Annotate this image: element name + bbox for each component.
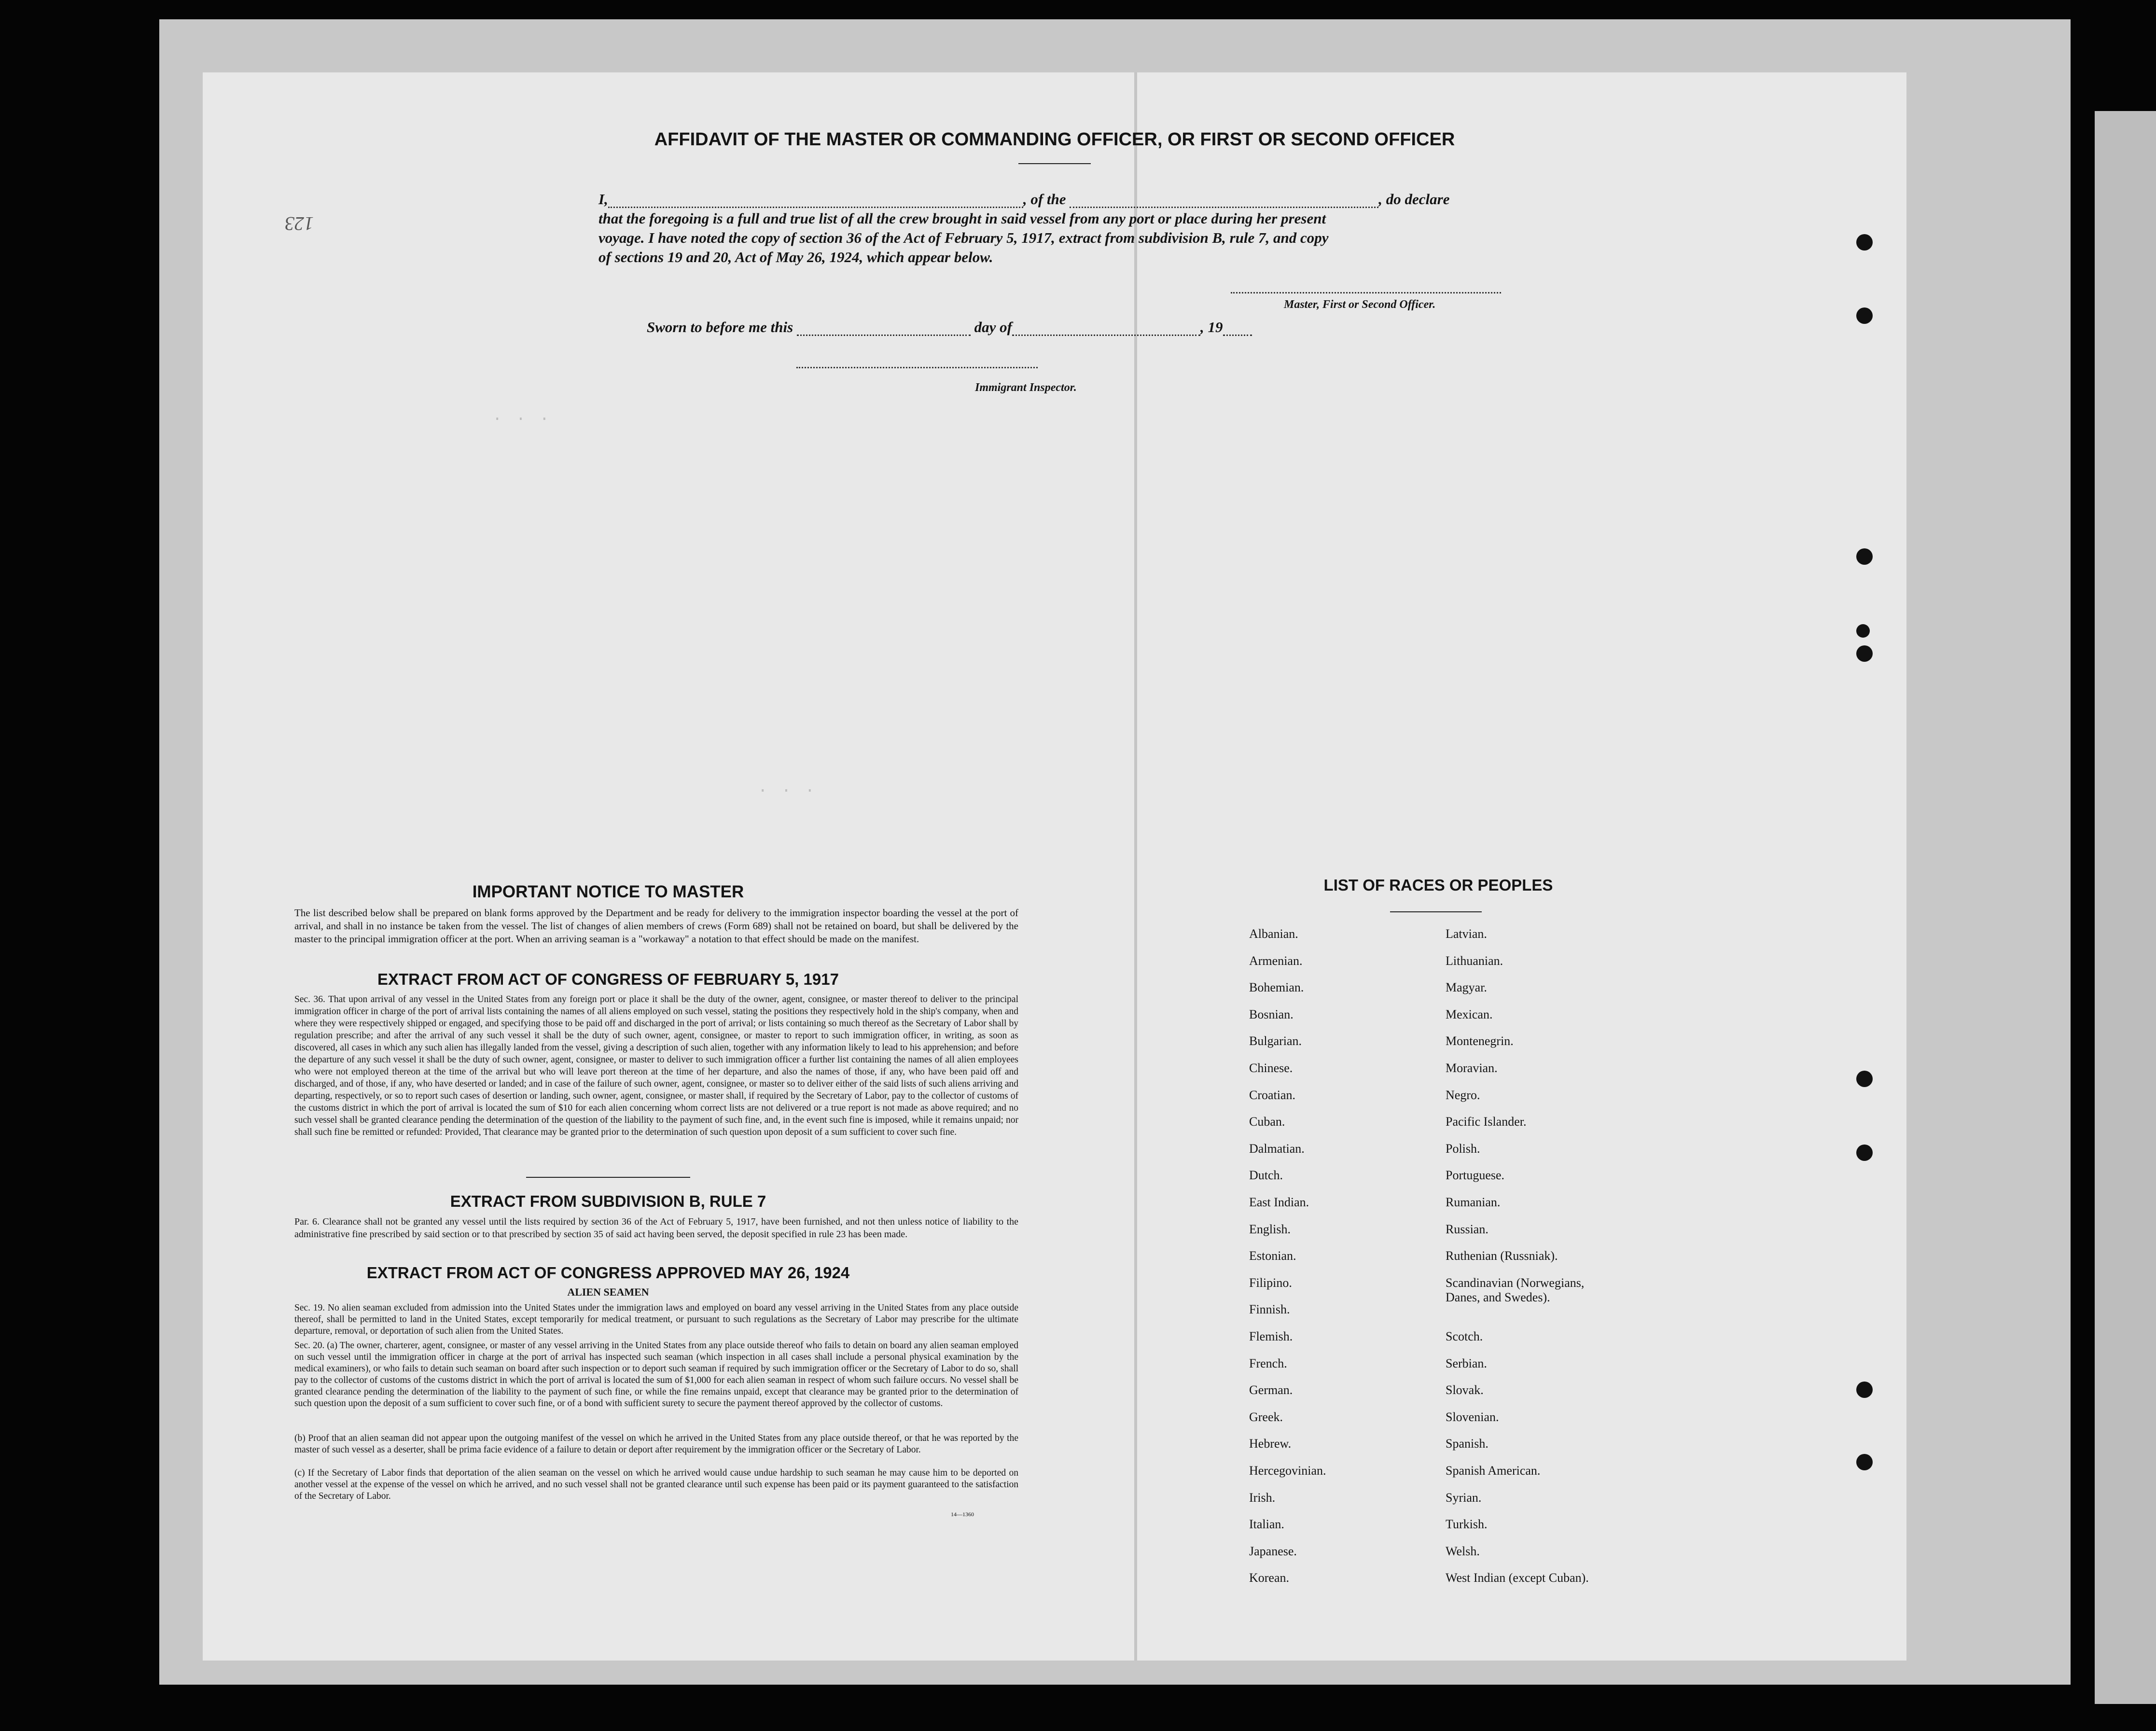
race-item: Hebrew. [1249, 1437, 1292, 1451]
race-item: Dalmatian. [1249, 1141, 1305, 1156]
race-item: Spanish. [1446, 1437, 1488, 1451]
sec20b-text: (b) Proof that an alien seaman did not appear upon the outgoing manifest of the vessel on which he arrived in the United States from any place outside thereof, or that he was reported by the master of such vessel as a deserter, shall be prima facie evidence of a failure to detain or deport after requirement by the immigration officer or the Secretary of Labor. [294, 1433, 1018, 1455]
race-item: Chinese. [1249, 1061, 1293, 1075]
race-item: Japanese. [1249, 1544, 1297, 1558]
affidavit-title: AFFIDAVIT OF THE MASTER OR COMMANDING OFFICER, OR FIRST OR SECOND OFFICER [654, 129, 1455, 150]
race-item: French. [1249, 1356, 1287, 1370]
inspector-label: Immigrant Inspector. [975, 381, 1077, 394]
affidavit-line-3: voyage. I have noted the copy of section 36 of the Act of February 5, 1917, extract from subdivision B, rule 7, and copy [598, 229, 1329, 246]
race-item: Pacific Islander. [1446, 1115, 1527, 1129]
manifest-page [203, 72, 1906, 1661]
race-item: Mexican. [1446, 1007, 1493, 1021]
race-item: Russian. [1446, 1222, 1488, 1236]
race-item: Ruthenian (Russniak). [1446, 1249, 1558, 1263]
sworn-month-blank[interactable] [1012, 335, 1200, 336]
punch-hole [1856, 548, 1873, 565]
rule7-title: EXTRACT FROM SUBDIVISION B, RULE 7 [450, 1192, 766, 1210]
race-item: Portuguese. [1446, 1168, 1505, 1183]
race-item: Syrian. [1446, 1490, 1482, 1505]
race-item: English. [1249, 1222, 1291, 1236]
punch-hole [1856, 234, 1873, 251]
race-item: Scotch. [1446, 1329, 1483, 1343]
race-item: Magyar. [1446, 980, 1487, 995]
race-item: Irish. [1249, 1490, 1276, 1505]
race-item: German. [1249, 1383, 1293, 1397]
inspector-signature-blank[interactable] [796, 367, 1038, 368]
extract-1924-title: EXTRACT FROM ACT OF CONGRESS APPROVED MAY 26, 1924 [366, 1264, 850, 1282]
race-item: Bosnian. [1249, 1007, 1294, 1021]
page-seam [1134, 72, 1137, 1661]
sworn-line: Sworn to before me this day of , 19 [647, 319, 1564, 336]
sec19-text: Sec. 19. No alien seaman excluded from admission into the United States under the immigration laws and employed on board any vessel arriving in the United States from any place outside thereof, shall be permitted to land in the United States, except temporarily for medical treatment, or pursuant to such regulations as the Secretary of Labor may prescribe for the ultimate departure, removal, or deportation of such alien from the United States. [294, 1303, 1018, 1336]
race-item: Negro. [1446, 1088, 1480, 1102]
race-item: Rumanian. [1446, 1195, 1501, 1209]
extract-1917-text: Sec. 36. That upon arrival of any vessel in the United States from any foreign port or place it shall be the duty of the owner, agent, consignee, or master thereof to deliver to the principal immigration officer in charge of the port of arrival lists containing the names of all aliens employed on such vessel, stating the positions they respectively hold in the ship's company, when and where they were respectively shipped or engaged, and specifying those to be paid off and discharged in the port of arrival; or lists containing so much thereof as the Secretary of Labor shall by regulation prescribe; and after the arrival of any such vessel it shall be the duty of such owner, agent, consignee, or master to report to such immigration officer, in writing, as soon as discovered, all cases in which any such alien has illegally landed from the vessel, giving a description of such alien, together with any information likely to lead to his apprehension; and before the departure of any such vessel it shall be the duty of such owner, agent, consignee, or master to deliver to such immigration officer a further list containing the names of all alien employees who were not employed thereon at the time of the arrival but who will leave port thereon at the time of her departure, and also the names of those, if any, who have been paid off and discharged, and of those, if any, who have deserted or landed; and in case of the failure of such owner, agent, consignee, or master so to deliver either of the said lists of such aliens arriving and departing, respectively, or so to report such cases of desertion or landing, such owner, agent, consignee, or master shall, if required by the Secretary of Labor, pay to the collector of customs of the customs district in which the port of arrival is located the sum of $10 for each alien concerning whom correct lists are not delivered or a true report is not made as above required; and no such vessel shall be granted clearance pending the determination of the question of the liability to the payment of such fine, and, in the event such fine is imposed, while it remains unpaid; nor shall such fine be remitted or refunded: Provided, That clearance may be granted prior to the determination of such question upon deposit of a sum sufficient to cover such fine. [294, 994, 1018, 1137]
affidavit-line-1: I, , of the , do declare [598, 191, 1450, 208]
bleed-through-text: · · · [758, 782, 817, 800]
affidavit-line-4: of sections 19 and 20, Act of May 26, 1924, which appear below. [598, 249, 993, 265]
race-item: East Indian. [1249, 1195, 1309, 1209]
race-item: Scandinavian (Norwegians, [1446, 1275, 1585, 1290]
sworn-day-blank[interactable] [797, 335, 971, 336]
race-item: Korean. [1249, 1571, 1290, 1585]
race-item: Polish. [1446, 1141, 1480, 1156]
race-item: Montenegrin. [1446, 1034, 1514, 1048]
alien-seamen-subtitle: ALIEN SEAMEN [567, 1286, 649, 1298]
margin-note: 123 [285, 213, 314, 235]
race-item: Armenian. [1249, 953, 1303, 968]
punch-hole [1856, 624, 1870, 638]
race-item: Turkish. [1446, 1517, 1488, 1532]
notice-title: IMPORTANT NOTICE TO MASTER [472, 882, 744, 901]
race-item: Greek. [1249, 1410, 1283, 1424]
affidavit-line-2: that the foregoing is a full and true list of all the crew brought in said vessel from any port or place during her present [598, 210, 1326, 227]
punch-hole [1856, 645, 1873, 662]
section-rule [526, 1177, 690, 1178]
race-item: Serbian. [1446, 1356, 1487, 1370]
bleed-through-text: · · · [492, 410, 1694, 429]
vessel-blank[interactable] [1070, 207, 1378, 208]
race-item: Albanian. [1249, 927, 1298, 941]
name-blank[interactable] [608, 207, 1023, 208]
punch-hole [1856, 1454, 1873, 1470]
race-item: Finnish. [1249, 1302, 1290, 1317]
punch-hole [1856, 1145, 1873, 1161]
race-item: Latvian. [1446, 927, 1487, 941]
sec20a-text: Sec. 20. (a) The owner, charterer, agent, consignee, or master of any vessel arriving in the United States from any place outside thereof who fails to detain on board any alien seaman employed on such vessel until the immigration officer in charge at the port of arrival has inspected such seaman (which inspection in all cases shall include a personal physical examination by the medical examiners), or who fails to detain such seaman on board after such inspection or to deport such seaman if required by such immigration officer or the Secretary of Labor to do so, shall pay to the collector of customs of the customs district in which the port of arrival is located the sum of $1,000 for each alien seaman in respect of whom such failure occurs. No vessel shall be granted clearance pending the determination of the liability to the payment of such fine, or while the fine remains unpaid, except that clearance may be granted prior to the determination of such question upon the deposit of a sum sufficient to cover such fine, or of a bond with sufficient surety to secure the payment thereof approved by the collector of customs. [294, 1340, 1018, 1409]
race-item: Dutch. [1249, 1168, 1283, 1183]
race-item: Cuban. [1249, 1115, 1285, 1129]
master-signature-blank[interactable] [1231, 292, 1501, 293]
master-label: Master, First or Second Officer. [1284, 298, 1436, 311]
races-rule [1390, 911, 1482, 912]
punch-hole [1856, 307, 1873, 324]
race-item: Bohemian. [1249, 980, 1304, 995]
form-number: 14—1360 [951, 1511, 974, 1518]
race-item: Italian. [1249, 1517, 1284, 1532]
race-item: Estonian. [1249, 1249, 1296, 1263]
race-item: Welsh. [1446, 1544, 1480, 1558]
extract-1917-title: EXTRACT FROM ACT OF CONGRESS OF FEBRUARY 5, 1917 [377, 970, 839, 988]
race-item: Hercegovinian. [1249, 1464, 1326, 1478]
race-item: Slovenian. [1446, 1410, 1499, 1424]
title-rule [1018, 163, 1091, 164]
rule7-text: Par. 6. Clearance shall not be granted any vessel until the lists required by section 36 of the Act of February 5, 1917, have been furnished, and not then unless notice of liability to the administrative fine prescribed by said section or to that prescribed by section 35 of said act having been served, the deposit specified in rule 23 has been made. [294, 1216, 1018, 1240]
race-item: Flemish. [1249, 1329, 1293, 1343]
race-item: Spanish American. [1446, 1464, 1541, 1478]
race-item: Danes, and Swedes). [1446, 1290, 1550, 1304]
punch-hole [1856, 1071, 1873, 1087]
race-item: Slovak. [1446, 1383, 1484, 1397]
race-item: West Indian (except Cuban). [1446, 1571, 1589, 1585]
adjacent-sheet [2095, 111, 2156, 1704]
sworn-year-blank[interactable] [1223, 335, 1252, 336]
race-item: Croatian. [1249, 1088, 1296, 1102]
race-item: Moravian. [1446, 1061, 1498, 1075]
race-item: Filipino. [1249, 1275, 1292, 1290]
races-title: LIST OF RACES OR PEOPLES [1323, 876, 1553, 894]
race-item: Bulgarian. [1249, 1034, 1302, 1048]
race-item: Lithuanian. [1446, 953, 1503, 968]
notice-text: The list described below shall be prepared on blank forms approved by the Department and be ready for delivery to the immigration inspector boarding the vessel at the port of arrival, and shall in no instance be taken from the vessel. The list of changes of alien members of crews (Form 689) shall not be retained on board, but shall be delivered by the master to the principal immigration officer at the port. When an arriving seaman is a "workaway" a notation to that effect should be made on the manifest. [294, 907, 1018, 945]
punch-hole [1856, 1382, 1873, 1398]
sec20c-text: (c) If the Secretary of Labor finds that deportation of the alien seaman on the vessel on which he arrived would cause undue hardship to such seaman he may cause him to be deported on another vessel at the expense of the vessel on which he arrived, and no such vessel shall not be granted clearance until such expense has been paid or its payment guaranteed to the satisfaction of the Secretary of Labor. [294, 1468, 1018, 1501]
